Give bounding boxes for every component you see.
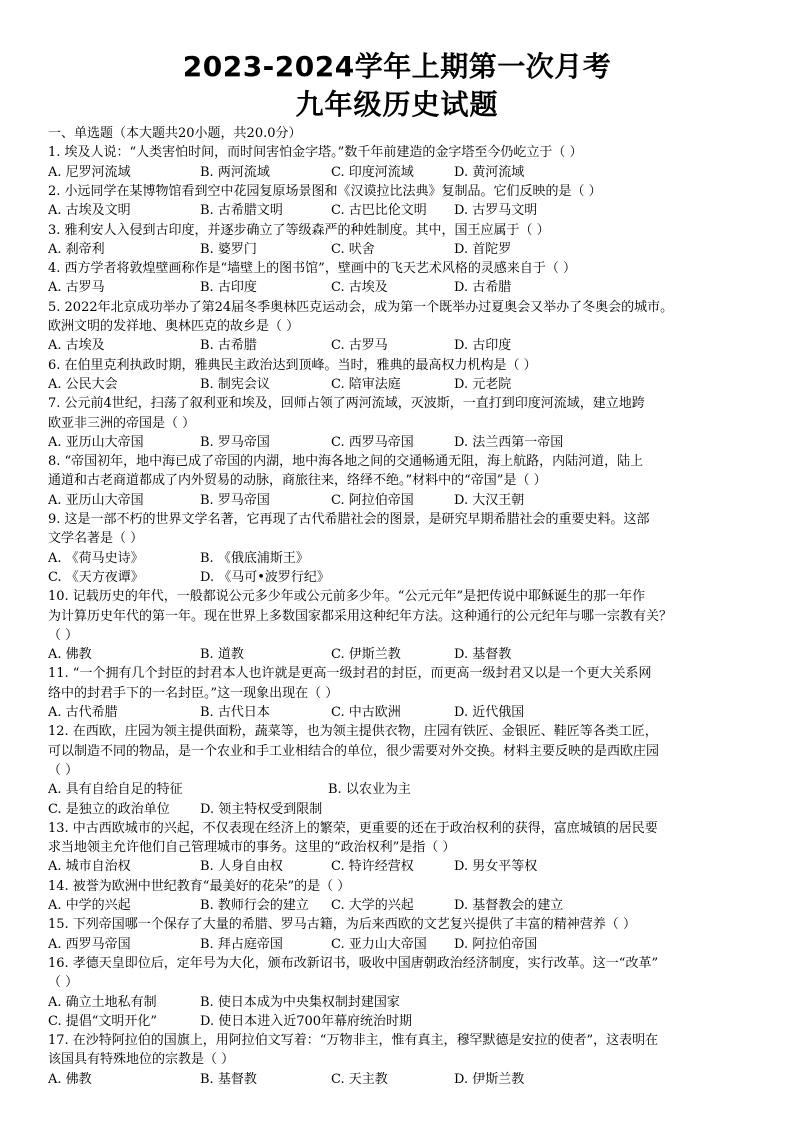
question-text-line: 可以制造不同的物品，是一个农业和手工业相结合的单位，很少需要对外交换。材料主要反映的是西欧庄园 — [48, 743, 660, 759]
option-d: D. 大汉王朝 — [454, 492, 525, 508]
option-d: D. 《马可•波罗行纪》 — [200, 569, 330, 585]
question-text-line: 14. 被誉为欧洲中世纪教育“最美好的花朵”的是（ ） — [48, 878, 351, 894]
question-text-line: 11. “一个拥有几个封臣的封君本人也许就是更高一级封君的封臣，而更高一级封君又以是一个更大关系网 — [48, 666, 652, 682]
question-text-line: 16. 孝德天皇即位后，定年号为大化，颁布改新诏书，吸收中国唐朝政治经济制度，实行改革。这一“改革” — [48, 955, 659, 971]
question-text-line: 10. 记载历史的年代，一般都说公元多少年或公元前多少年。“公元元年”是把传说中耶稣诞生的那一年作 — [48, 589, 646, 605]
options-row — [48, 433, 768, 452]
option-d: D. 男女平等权 — [454, 859, 538, 875]
option-d: D. 首陀罗 — [454, 241, 512, 257]
question-text-line: 求当地领主允许他们自己管理城市的事务。这里的“政治权利”是指（ ） — [48, 840, 456, 856]
question-text-line: 13. 中古西欧城市的兴起，不仅表现在经济上的繁荣，更重要的还在于政治权利的获得，富庶城镇的居民要 — [48, 820, 658, 836]
option-b: B. 教师行会的建立 — [200, 898, 309, 913]
option-c: C. 是独立的政治单位 — [48, 801, 170, 817]
question-text-line: 5. 2022年北京成功举办了第24届冬季奥林匹克运动会，成为第一个既举办过夏奥会又举办了冬奥会的城市。 — [48, 299, 674, 315]
option-a: A. 城市自治权 — [48, 859, 131, 875]
options-row — [48, 491, 768, 510]
question-text-line: 9. 这是一部不朽的世界文学名著，它再现了古代希腊社会的图景，是研究早期希腊社会的重要史料。这部 — [48, 512, 650, 527]
option-d: D. 法兰西第一帝国 — [454, 434, 564, 450]
option-a: A. 古代希腊 — [48, 705, 118, 720]
question-text-line: 6. 在伯里克利执政时期，雅典民主政治达到顶峰。当时，雅典的最高权力机构是（ ） — [48, 357, 537, 373]
question-text-line: 1. 埃及人说：“人类害怕时间，而时间害怕金字塔。”数千年前建造的金字塔至今仍屹立于（ ） — [48, 145, 583, 161]
option-b: B. 使日本成为中央集权制封建国家 — [200, 994, 400, 1010]
section-heading: 一、单选题（本大题共20小题，共20.0分） — [48, 126, 302, 141]
question-text-line: （ ） — [48, 762, 79, 778]
option-c: C. 特许经营权 — [331, 859, 414, 875]
options-row — [48, 1012, 768, 1031]
option-d: D. 基督教 — [454, 647, 512, 663]
option-c: C. 中古欧洲 — [331, 705, 401, 720]
options-row — [48, 780, 768, 799]
options-row — [48, 278, 768, 297]
option-c: C. 古埃及 — [331, 280, 388, 296]
option-a: A. 亚历山大帝国 — [48, 434, 144, 450]
option-b: B. 罗马帝国 — [200, 434, 270, 450]
question-text-line: 7. 公元前4世纪，扫荡了叙利亚和埃及，回师占领了两河流域，灭波斯，一直打到印度河流域，建立地跨 — [48, 396, 645, 412]
option-c: C. 陪审法庭 — [331, 376, 401, 392]
question-text-line: 文学名著是（ ） — [48, 531, 144, 547]
question-text-line: 17. 在沙特阿拉伯的国旗上，用阿拉伯文写着：“万物非主，惟有真主，穆罕默德是安拉的使者”，这表明在 — [48, 1033, 659, 1049]
question-text-line: 络中的封君手下的一名封臣。”这一现象出现在（ ） — [48, 685, 339, 701]
option-a: A. 西罗马帝国 — [48, 936, 131, 952]
option-b: B. 婆罗门 — [200, 241, 257, 257]
option-a: A. 佛教 — [48, 1071, 92, 1087]
option-a: A. 《荷马史诗》 — [48, 550, 144, 566]
option-a: A. 古埃及文明 — [48, 203, 131, 219]
option-d: D. 古希腊 — [454, 280, 512, 296]
question-text-line: 12. 在西欧，庄园为领主提供面粉，蔬菜等，也为领主提供衣物，庄园有铁匠、金银匠、鞋匠等各类工匠， — [48, 724, 658, 740]
question-text-line: （ ） — [48, 627, 79, 643]
option-c: C. 伊斯兰教 — [331, 647, 401, 663]
question-text-line: 8. “帝国初年，地中海已成了帝国的内湖，地中海各地之间的交通畅通无阻，海上航路，内陆河道，陆上 — [48, 454, 644, 470]
options-row — [48, 1070, 768, 1089]
option-b: B. 基督教 — [200, 1071, 257, 1087]
option-b: B. 两河流域 — [200, 164, 270, 180]
option-b: B. 古希腊 — [200, 338, 257, 354]
option-d: D. 古罗马文明 — [454, 203, 538, 219]
option-b: B. 以农业为主 — [328, 782, 411, 798]
option-c: C. 亚力山大帝国 — [331, 936, 427, 952]
option-c: C. 古罗马 — [331, 338, 388, 354]
option-d: D. 基督教会的建立 — [454, 898, 564, 913]
option-b: B. 古希腊文明 — [200, 203, 283, 219]
question-text-line: 欧亚非三洲的帝国是（ ） — [48, 415, 196, 431]
option-c: C. 古巴比伦文明 — [331, 203, 427, 219]
option-c: C. 天主教 — [331, 1071, 388, 1087]
option-d: D. 古印度 — [454, 338, 512, 354]
option-b: B. 人身自由权 — [200, 859, 283, 875]
options-row — [48, 375, 768, 394]
options-row — [48, 336, 768, 355]
question-text-line: 为计算历史年代的第一年。现在世界上多数国家都采用这种纪年方法。这种通行的公元纪年与哪一宗教有关？ — [48, 608, 673, 624]
options-row — [48, 549, 768, 568]
exam-title-line1: 2023-2024学年上期第一次月考 — [182, 50, 612, 83]
question-text-line: 2. 小远同学在某博物馆看到空中花园复原场景图和《汉谟拉比法典》复制品。它们反映的是（ ） — [48, 183, 602, 199]
option-b: B. 道教 — [200, 647, 244, 663]
options-row — [48, 857, 768, 876]
option-a: A. 尼罗河流域 — [48, 164, 131, 180]
question-text-line: （ ） — [48, 975, 79, 991]
option-a: A. 中学的兴起 — [48, 898, 131, 913]
options-row — [48, 568, 768, 587]
option-b: B. 古代日本 — [200, 705, 270, 720]
option-d: D. 伊斯兰教 — [454, 1071, 525, 1087]
option-a: A. 古埃及 — [48, 338, 105, 354]
question-text-line: 3. 雅利安人入侵到古印度，并逐步确立了等级森严的种姓制度。其中，国王应属于（ ） — [48, 222, 550, 238]
option-b: B. 拜占庭帝国 — [200, 936, 283, 952]
option-c: C. 《天方夜谭》 — [48, 569, 144, 585]
option-c: C. 西罗马帝国 — [331, 434, 414, 450]
options-row — [48, 935, 768, 954]
question-text-line: 该国具有特殊地位的宗教是（ ） — [48, 1052, 235, 1068]
option-d: D. 阿拉伯帝国 — [454, 936, 538, 952]
option-c: C. 大学的兴起 — [331, 898, 414, 913]
option-d: D. 元老院 — [454, 376, 512, 392]
option-b: B. 古印度 — [200, 280, 257, 296]
option-a: A. 具有自给自足的特征 — [48, 782, 183, 798]
option-c: C. 印度河流域 — [331, 164, 414, 180]
option-a: A. 佛教 — [48, 647, 92, 663]
option-a: A. 亚历山大帝国 — [48, 492, 144, 508]
option-c: C. 吠舍 — [331, 241, 375, 257]
option-b: B. 《俄底浦斯王》 — [200, 550, 309, 566]
option-d: D. 黄河流域 — [454, 164, 525, 180]
exam-title-line2: 九年级历史试题 — [295, 88, 499, 121]
option-c: C. 提倡“文明开化” — [48, 1013, 158, 1029]
option-a: A. 公民大会 — [48, 376, 118, 392]
options-row — [48, 163, 768, 182]
option-b: B. 制宪会议 — [200, 376, 270, 392]
options-row — [48, 201, 768, 220]
question-text-line: 欧洲文明的发祥地、奥林匹克的故乡是（ ） — [48, 319, 300, 334]
question-text-line: 15. 下列帝国哪一个保存了大量的希腊、罗马古籍，为后来西欧的文艺复兴提供了丰富的精神营养（ ） — [48, 917, 636, 933]
options-row — [48, 703, 768, 722]
options-row — [48, 645, 768, 664]
option-d: D. 近代俄国 — [454, 705, 525, 720]
options-row — [48, 993, 768, 1012]
option-a: A. 刹帝利 — [48, 241, 105, 257]
option-d: D. 领主特权受到限制 — [200, 801, 323, 817]
option-a: A. 古罗马 — [48, 280, 105, 296]
options-row — [48, 800, 768, 819]
options-row — [48, 240, 768, 259]
option-b: B. 罗马帝国 — [200, 492, 270, 508]
option-a: A. 确立土地私有制 — [48, 994, 157, 1010]
question-text-line: 4. 西方学者将敦煌壁画称作是“墙壁上的图书馆”，壁画中的飞天艺术风格的灵感来自于（ ） — [48, 261, 576, 277]
option-c: C. 阿拉伯帝国 — [331, 492, 414, 508]
option-d: D. 使日本进入近700年幕府统治时期 — [200, 1013, 413, 1029]
options-row — [48, 896, 768, 915]
question-text-line: 通道和古老商道都成了内外贸易的动脉，商旅往来，络绎不绝。”材料中的“帝国”是（ ） — [48, 473, 547, 489]
